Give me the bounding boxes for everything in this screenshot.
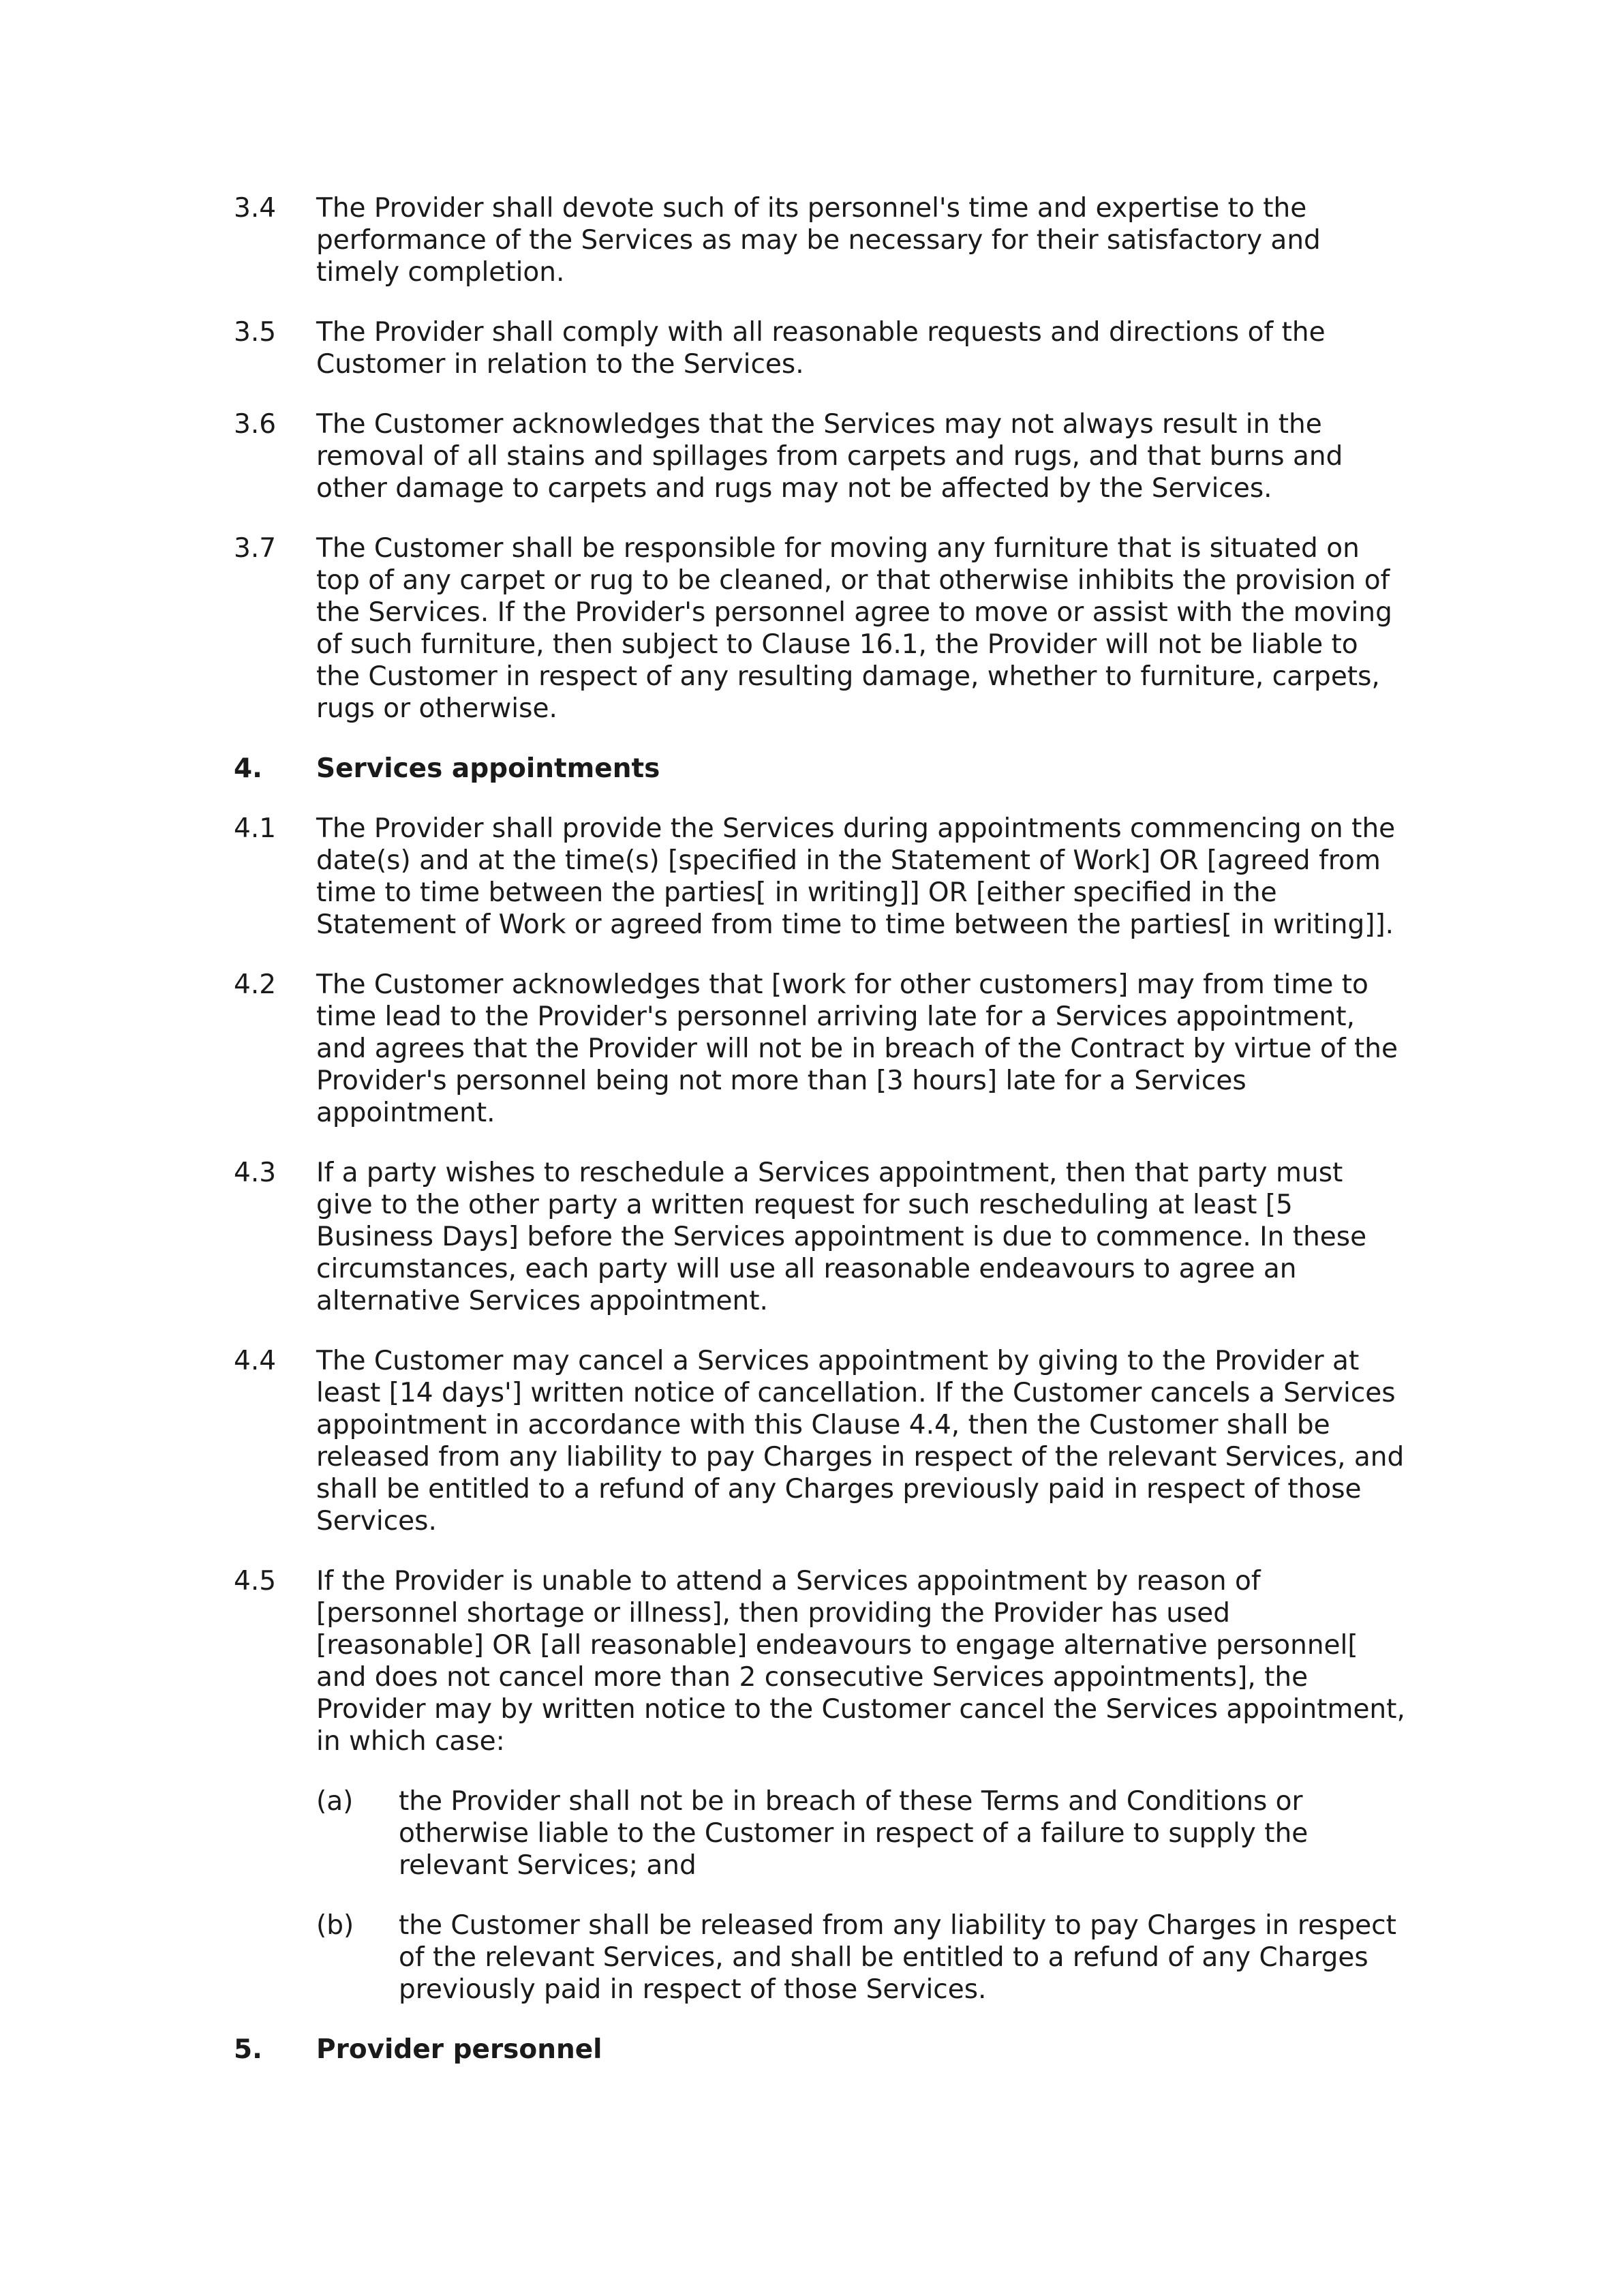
clause-number: 4.3: [234, 1158, 277, 1188]
clause-number: 4.2: [234, 969, 277, 1000]
clause-number: 4.5: [234, 1566, 277, 1597]
document-body: [234, 192, 1406, 2094]
clause-3-5: [234, 316, 1406, 380]
section-title: Services appointments: [316, 753, 660, 784]
clause-number: 3.4: [234, 193, 277, 224]
subclause-number: (a): [316, 1786, 354, 1817]
subclause-text: the Customer shall be released from any liability to pay Charges in respect of the relevant Services, and shall be entitled to a refund of any Charges previously paid in respect of those Services.: [399, 1910, 1396, 2005]
clause-4-1: [234, 813, 1406, 941]
clause-3-4: [234, 192, 1406, 288]
section-heading-4: [234, 753, 1406, 785]
clause-text: If a party wishes to reschedule a Services appointment, then that party must give to the other party a written request for such rescheduling at least [5 Business Days] before the Services appointment is due to commence. In these circumstances, each party will use all reasonable endeavours to agree an alternative Services appointment.: [316, 1158, 1367, 1316]
clause-text: The Customer acknowledges that [work for other customers] may from time to time lead to the Provider's personnel arriving late for a Services appointment, and agrees that the Provider will not be in breach of the Contract by virtue of the Provider's personnel being not more than [3 hours] late for a Services appointment.: [316, 969, 1398, 1128]
clause-4-3: [234, 1157, 1406, 1317]
clause-text: The Provider shall devote such of its personnel's time and expertise to the performance of the Services as may be necessary for their satisfactory and timely completion.: [316, 193, 1321, 288]
clause-number: 4.4: [234, 1346, 277, 1376]
section-title: Provider personnel: [316, 2034, 602, 2065]
clause-text: The Provider shall comply with all reasonable requests and directions of the Customer in relation to the Services.: [316, 317, 1326, 380]
clause-number: 4.1: [234, 813, 277, 844]
clause-4-2: [234, 969, 1406, 1129]
section-number: 5.: [234, 2034, 262, 2065]
section-heading-5: [234, 2034, 1406, 2066]
subclause-number: (b): [316, 1910, 354, 1941]
clause-3-7: [234, 532, 1406, 725]
clause-3-6: [234, 408, 1406, 504]
subclause-text: the Provider shall not be in breach of these Terms and Conditions or otherwise liable to the Customer in respect of a failure to supply the relevant Services; and: [399, 1786, 1309, 1881]
clause-4-5: [234, 1565, 1406, 1757]
clause-number: 3.6: [234, 409, 277, 440]
section-number: 4.: [234, 753, 262, 784]
clause-text: The Provider shall provide the Services during appointments commencing on the date(s) and at the time(s) [specified in the Statement of Work] OR [agreed from time to time between the parties[ in writing]] OR [either specified in the Statement of Work or agreed from time to time between the parties[ in writing]].: [316, 813, 1396, 940]
clause-text: The Customer may cancel a Services appointment by giving to the Provider at least [14 days'] written notice of cancellation. If the Customer cancels a Services appointment in accordance with this Clause 4.4, then the Customer shall be released from any liability to pay Charges in respect of the relevant Services, and shall be entitled to a refund of any Charges previously paid in respect of those Services.: [316, 1346, 1405, 1537]
subclause-4-5-b: [316, 1909, 1406, 2006]
clause-text: The Customer acknowledges that the Services may not always result in the removal of all stains and spillages from carpets and rugs, and that burns and other damage to carpets and rugs may not be affected by the Services.: [316, 409, 1343, 504]
subclause-4-5-a: [316, 1785, 1406, 1882]
clause-4-4: [234, 1345, 1406, 1537]
clause-text: The Customer shall be responsible for moving any furniture that is situated on top of any carpet or rug to be cleaned, or that otherwise inhibits the provision of the Services. If the Provider's personnel agree to move or assist with the moving of such furniture, then subject to Clause 16.1, the Provider will not be liable to the Customer in respect of any resulting damage, whether to furniture, carpets, rugs or otherwise.: [316, 533, 1392, 724]
clause-number: 3.7: [234, 533, 277, 564]
clause-text: If the Provider is unable to attend a Services appointment by reason of [personnel shortage or illness], then providing the Provider has used [reasonable] OR [all reasonable] endeavours to engage alternative personnel[ and does not cancel more than 2 consecutive Services appointments], the Provider may by written notice to the Customer cancel the Services appointment, in which case:: [316, 1566, 1405, 1757]
clause-number: 3.5: [234, 317, 277, 348]
